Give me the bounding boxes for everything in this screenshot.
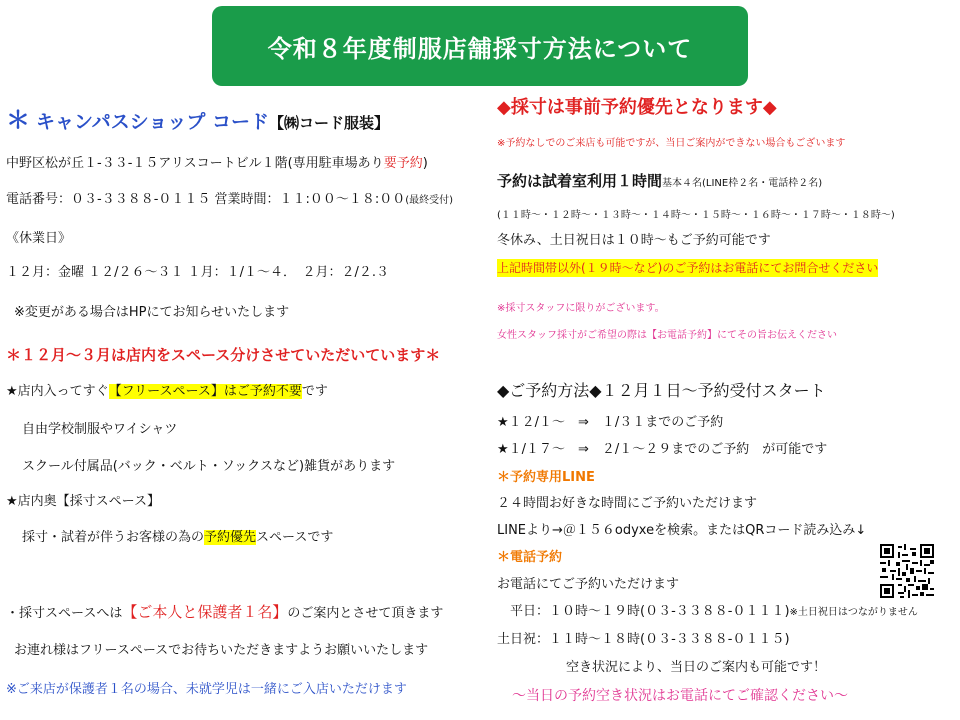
address-close: )	[422, 156, 428, 171]
title-banner	[212, 6, 748, 86]
outside-hours: 上記時間帯以外(１９時～など)のご予約はお電話にてお問合せください	[497, 261, 879, 275]
free-space-highlight: 【フリースペース】はご予約不要	[108, 384, 302, 399]
closing-note: ～当日の予約空き状況はお電話にてご確認ください～	[512, 688, 848, 704]
priority-heading: ◆採寸は事前予約優先となります◆	[497, 97, 777, 118]
fitting-sub: 基本４名(LINE枠２名・電話枠２名)	[662, 178, 823, 189]
phone-hours: 電話番号：０３-３３８８-０１１５ 営業時間：１１:００～１８:００	[6, 192, 406, 207]
measure-line	[22, 529, 333, 547]
measure-prefix: 採寸・試着が伴うお客様の為の	[22, 530, 205, 545]
companion-note: お連れ様はフリースペースでお待ちいただきますようお願いいたします	[14, 643, 429, 658]
measure-highlight: 予約優先	[204, 530, 257, 545]
closed-days: １２月：金曜 １２/２６～３１ １月：１/１～４． ２月：２/２.３	[6, 265, 390, 280]
schedule-dec: ★１２/１～ ⇒ １/３１までのご予約	[497, 415, 724, 430]
space-heading: ＊１２月～３月は店内をスペース分けさせていただいています＊	[6, 346, 441, 364]
vacancy-note: 空き状況により、当日のご案内も可能です！	[566, 660, 827, 675]
free-suffix: です	[301, 384, 328, 399]
measure-suffix: スペースです	[256, 530, 334, 545]
guide-prefix: ・採寸スペースへは	[6, 606, 123, 621]
last-reception: (最終受付)	[405, 195, 454, 206]
address-line	[6, 155, 428, 173]
shop-name: キャンパスショップ コード	[36, 111, 269, 133]
line-heading: ＊予約専用LINE	[497, 470, 595, 485]
reservation-required: 要予約	[383, 156, 423, 171]
change-note: ※変更がある場合はHPにてお知らせいたします	[14, 305, 290, 320]
page-title: 令和８年度制服店舗採寸方法について	[267, 34, 693, 63]
line-24h: ２４時間お好きな時間にご予約いただけます	[497, 496, 758, 511]
method-heading: ◆ご予約方法◆１２月１日～予約受付スタート	[497, 381, 826, 400]
line-search: LINEより→＠１５６odyxeを検索。またはQRコード読み込み↓	[497, 523, 867, 538]
qr-code-icon[interactable]	[880, 544, 934, 598]
guide-line	[6, 603, 443, 623]
female-staff: 女性スタッフ採寸がご希望の際は【お電話予約】にてその旨お伝えください	[497, 330, 837, 341]
weekday-hours	[510, 603, 918, 622]
fitting-main: 予約は試着室利用１時間	[497, 172, 663, 190]
free-space-line	[6, 383, 328, 401]
guide-red: 【ご本人と保護者１名】	[122, 603, 288, 621]
walkin-note: ※予約なしでのご来店も可能ですが、当日ご案内ができない場合もございます	[497, 138, 846, 149]
free-item-uniform: 自由学校制服やワイシャツ	[22, 422, 178, 437]
schedule-jan: ★１/１７～ ⇒ ２/１～２９までのご予約 が可能です	[497, 442, 828, 457]
measure-heading: ★店内奥【採寸スペース】	[6, 494, 161, 509]
free-item-goods: スクール付属品(バック・ベルト・ソックスなど)雑貨があります	[22, 459, 396, 474]
guide-suffix: のご案内とさせて頂きます	[287, 606, 444, 621]
fitting-line	[497, 172, 822, 193]
shop-name-line	[6, 108, 389, 135]
closed-heading: 《休業日》	[6, 231, 72, 246]
weekend-hours: 土日祝：１１時～１８時(０３-３３８８-０１１５)	[497, 632, 790, 647]
phone-heading: ＊電話予約	[497, 550, 563, 565]
child-note: ※ご来店が保護者１名の場合、未就学児は一緒にご入店いただけます	[6, 682, 407, 697]
asterisk-icon: ＊	[6, 106, 30, 134]
time-slots: (１１時～・１２時～・１３時～・１４時～・１５時～・１６時～・１７時～・１８時～)	[497, 210, 895, 221]
weekday-note: ※土日祝日はつながりません	[789, 607, 918, 618]
shop-company: 【㈱コード服装】	[268, 114, 389, 132]
phone-intro: お電話にてご予約いただけます	[497, 577, 680, 592]
phone-hours-line	[6, 191, 453, 210]
address-main: 中野区松が丘１-３３-１５アリスコートビル１階(専用駐車場あり	[6, 156, 384, 171]
weekday-line: 平日：１０時～１９時(０３-３３８８-０１１１)	[510, 604, 790, 619]
free-prefix: ★店内入ってすぐ	[6, 384, 109, 399]
staff-limit: ※採寸スタッフに限りがございます。	[497, 303, 665, 314]
holiday-note: 冬休み、土日祝日は１０時～もご予約可能です	[497, 233, 771, 248]
